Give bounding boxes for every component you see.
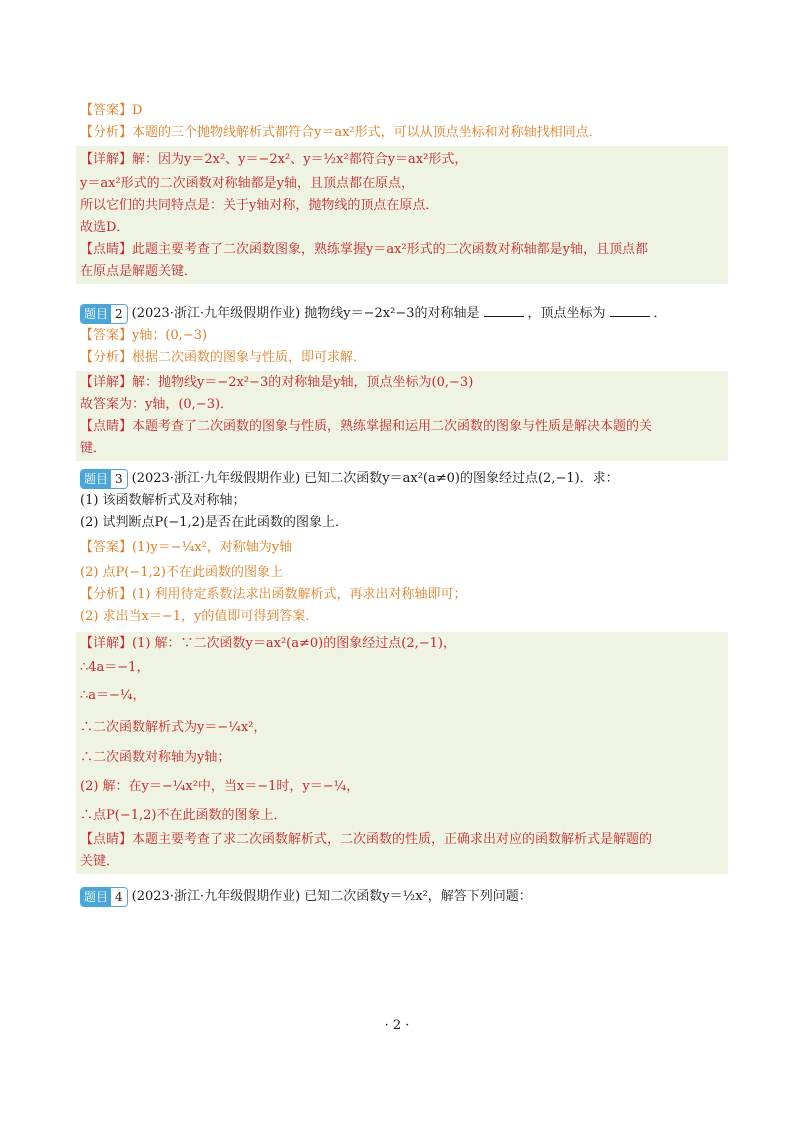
answer-line: 【答案】(1)y＝−¼x²，对称轴为y轴 (80, 540, 293, 555)
page-number: · 2 · (384, 1018, 410, 1033)
question-badge: 题目 2 (80, 304, 128, 324)
question-badge: 题目 3 (80, 469, 128, 489)
question-block-3 (80, 468, 740, 874)
detail-line: 【详解】(1) 解：∵二次函数y＝ax²(a≠0)的图象经过点(2,−1)， (80, 636, 456, 651)
analysis-line: 【分析】(1) 利用待定系数法求出函数解析式，再求出对称轴即可； (80, 587, 467, 602)
comment-line: 键． (80, 441, 107, 456)
detail-line: 【详解】解：抛物线y＝−2x²−3的对称轴是y轴，顶点坐标为(0,−3) (80, 375, 474, 390)
detail-line: ∴二次函数解析式为y＝−¼x²， (80, 720, 267, 735)
detail-line: ∴二次函数对称轴为y轴； (80, 750, 231, 765)
detail-line: ∴点P(−1,2)不在此函数的图象上． (80, 808, 287, 823)
detail-box (76, 371, 728, 461)
question-block-4 (80, 886, 740, 908)
comment-line: 【点睛】本题主要考查了求二次函数解析式，二次函数的性质，正确求出对应的函数解析式是解题的 (80, 832, 653, 847)
detail-line: ∴a＝−¼， (80, 688, 146, 703)
detail-line: 【详解】解：因为y＝2x²、y＝−2x²、y＝½x²都符合y＝ax²形式， (80, 152, 468, 167)
detail-box (76, 632, 728, 874)
detail-box (76, 146, 728, 284)
comment-line: 【点睛】本题考查了二次函数的图象与性质，熟练掌握和运用二次函数的图象与性质是解决本题的关 (80, 419, 653, 434)
question-line: 题目 3 (2023·浙江·九年级假期作业) 已知二次函数y＝ax²(a≠0)的图象经过点(2,−1)．求： (80, 468, 740, 490)
detail-line: y＝ax²形式的二次函数对称轴都是y轴，且顶点都在原点， (80, 176, 414, 191)
question-line: 题目 2 (2023·浙江·九年级假期作业) 抛物线y＝−2x²−3的对称轴是 ，顶点坐标为 ． (80, 302, 740, 325)
answer-blank (484, 302, 524, 317)
detail-line: (2) 解：在y＝−¼x²中，当x＝−1时，y＝−¼， (80, 779, 360, 794)
question-line: 题目 4 (2023·浙江·九年级假期作业) 已知二次函数y＝½x²，解答下列问题： (80, 886, 740, 908)
answer-line: 【答案】D (80, 103, 143, 118)
comment-line: 【点睛】此题主要考查了二次函数图象，熟练掌握y＝ax²形式的二次函数对称轴都是y轴，且顶点都 (80, 242, 648, 257)
comment-line: 关键． (80, 854, 120, 869)
question-part: (2) 试判断点P(−1,2)是否在此函数的图象上． (80, 515, 349, 530)
detail-line: 故答案为：y轴，(0,−3)． (80, 397, 234, 412)
answer-line: 【答案】y轴；(0,−3) (80, 328, 208, 343)
analysis-line: 【分析】本题的三个抛物线解析式都符合y＝ax²形式，可以从顶点坐标和对称轴找相同点． (80, 125, 602, 140)
detail-line: ∴4a＝−1， (80, 660, 150, 675)
solution-block-1 (80, 100, 740, 284)
analysis-line: 【分析】根据二次函数的图象与性质，即可求解． (80, 350, 367, 365)
detail-line: 所以它们的共同特点是：关于y轴对称，抛物线的顶点在原点． (80, 198, 439, 213)
question-part: (1) 该函数解析式及对称轴； (80, 493, 246, 508)
analysis-line: (2) 求出当x＝−1，y的值即可得到答案． (80, 609, 319, 624)
question-block-2 (80, 302, 740, 461)
answer-line: (2) 点P(−1,2)不在此函数的图象上 (80, 565, 284, 580)
answer-blank (610, 302, 650, 317)
question-badge: 题目 4 (80, 887, 128, 907)
detail-line: 故选D． (80, 220, 130, 235)
comment-line: 在原点是解题关键． (80, 264, 198, 279)
